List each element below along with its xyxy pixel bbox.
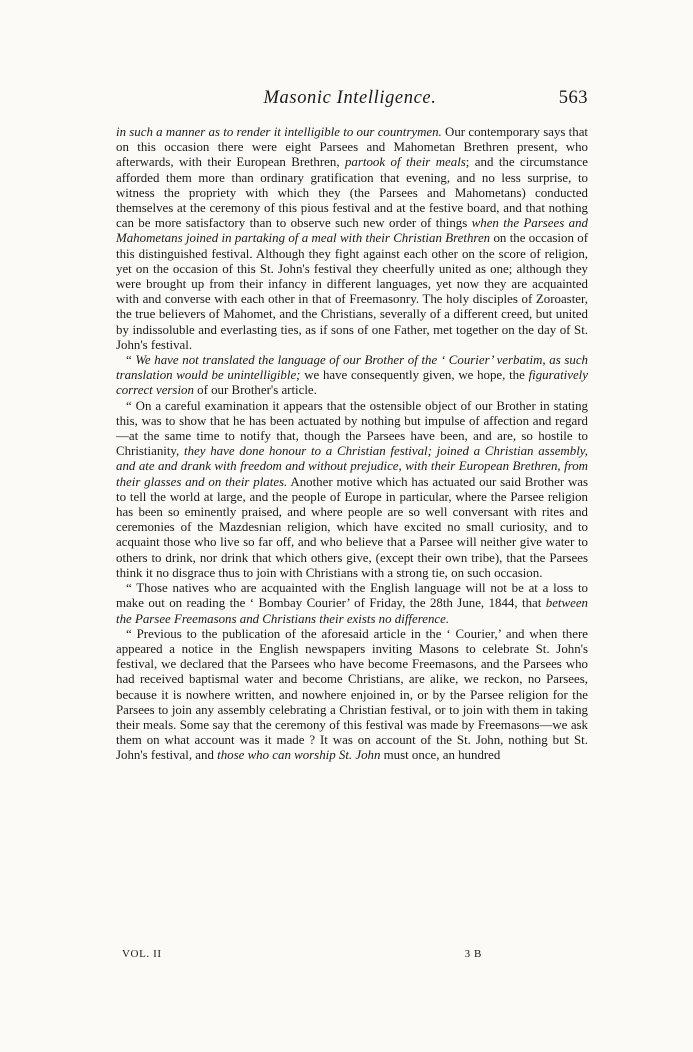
- signature-mark: 3 B: [464, 948, 482, 960]
- page-number: 563: [558, 88, 588, 108]
- running-head: [112, 88, 588, 114]
- page-footer: [122, 948, 482, 964]
- volume-mark: VOL. II: [122, 948, 162, 960]
- italic-text: figuratively correct version: [116, 368, 588, 398]
- text-segment: on the occasion of this distinguished festival. Although they fight against each other on the score of religion, yet on the occasion of this St. John's festival they cheerfully united as one; although they were brought up from their infancy in different languages, yet now they are acquainted with and converse with each other in that of Freemasonry. The holy disciples of Zoroaster, the true believers of Mahomet, and the Christians, severally of a different creed, but united by indissoluble and everlasting ties, as if sons of one Father, met together on the day of St. John's festival.: [116, 231, 588, 352]
- text-segment: must once, an hundred: [380, 748, 501, 763]
- body-text: [116, 125, 588, 764]
- running-title: Masonic Intelligence.: [263, 88, 437, 108]
- paragraph: [116, 353, 588, 399]
- text-segment: “ On a careful examination it appears that the ostensible object of our Brother in stating this, was to show that he has been actuated by nothing but impulse of affection and regard—at the same time to notify that, though the Parsees have been, and are, so hostile to Christianity,: [116, 398, 588, 459]
- text-segment: “ Those natives who are acquainted with the English language will not be at a loss to make out on reading the ‘ Bombay Courier’ of Friday, the 28th June, 1844, that: [116, 581, 588, 611]
- paragraph: [116, 581, 588, 627]
- text-segment: Our contemporary says that on this occasion there were eight Parsees and Mahometan Brethren present, who afterwards, with their European Brethren,: [116, 125, 588, 170]
- italic-text: those who can worship St. John: [217, 748, 381, 763]
- text-segment: we have consequently given, we hope, the: [300, 368, 529, 383]
- italic-text: between the Parsee Freemasons and Christians their exists no difference.: [116, 596, 588, 626]
- text-segment: ; and the circumstance afforded them more than ordinary gratification that evening, and no less surprise, to witness the propriety with which they (the Parsees and Mahometans) conducted themselves at the ceremony of this pious festival and at the festive board, and that nothing can be more satisfactory than to observe such new order of things: [116, 155, 589, 231]
- italic-text: partook of their meals: [344, 155, 466, 170]
- paragraph: [116, 125, 588, 353]
- italic-text: We have not translated the language of our Brother of the ‘ Courier’ verbatim, as such translation would be unintelligible;: [116, 353, 588, 383]
- paragraph: [116, 399, 588, 581]
- italic-text: in such a manner as to render it intelligible to our countrymen.: [116, 125, 442, 139]
- text-segment: “ Previous to the publication of the aforesaid article in the ‘ Courier,’ and when there appeared a notice in the English newspapers inviting Masons to celebrate St. John's festival, we declared that the Parsees who have become Freemasons, and the Parsees who had received baptismal water and become Christians, are alike, we reckon, no Parsees, because it is nowhere written, and nowhere enjoined in, or by the Parsee religion for the Parsees to join any assembly celebrating a Christian festival, or to join with them in taking their meals. Some say that the ceremony of this festival was made by Freemasons—we ask them on what account was it made ? It was on account of the St. John, nothing but St. John's festival, and: [116, 626, 588, 763]
- text-segment: of our Brother's article.: [193, 383, 317, 398]
- paragraph: [116, 627, 588, 764]
- text-segment: “: [126, 353, 136, 368]
- italic-text: they have done honour to a Christian festival; joined a Christian assembly, and ate and drank with freedom and without prejudice, with their European Brethren, from their glasses and on their plates.: [116, 444, 589, 489]
- italic-text: when the Parsees and Mahometans joined in partaking of a meal with their Christian Brethren: [116, 216, 588, 246]
- text-segment: Another motive which has actuated our said Brother was to tell the world at large, and the people of Europe in particular, where the Parsee religion has been so eminently praised, and where people are so well conversant with rites and ceremonies of the Mazdesnian religion, which have excited no small curiosity, and to acquaint those who live so far off, and who believe that a Parsee will neither give water to others to drink, nor drink that which others give, (except their own tribe), that the Parsees think it no disgrace thus to join with Christians with a strong tie, on such occasion.: [116, 474, 588, 580]
